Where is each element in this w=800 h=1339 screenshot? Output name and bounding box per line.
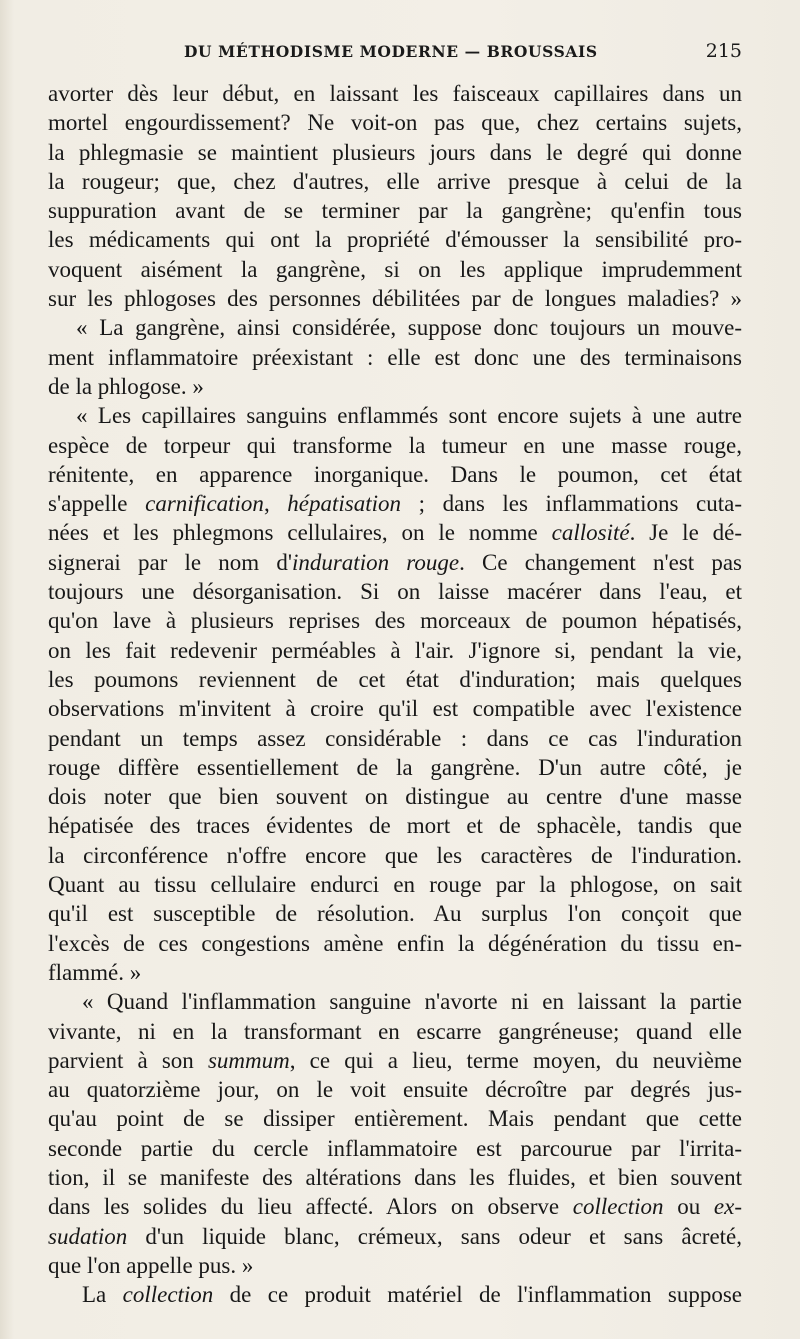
paragraph [48, 987, 742, 1280]
text-line: les médicaments qui ont la propriété d'émousser la sensibilité pro- [48, 227, 742, 253]
page-number: 215 [705, 40, 742, 62]
text-segment: , ce qui a lieu, terme moyen, du neuvième [289, 1047, 742, 1073]
text-line [48, 548, 742, 577]
text-line: rénitente, en apparence inorganique. Dans le poumon, cet état [48, 461, 742, 487]
text-line [48, 1192, 742, 1221]
page-header [48, 40, 742, 68]
text-segment: ; dans les inflammations cuta- [401, 491, 742, 517]
text-line: « Quand l'inflammation sanguine n'avorte ni en laissant la partie [82, 989, 742, 1015]
paragraph [48, 1280, 742, 1309]
text-line: tion, il se manifeste des altérations dans les fluides, et bien souvent [48, 1164, 742, 1190]
text-segment: ou [663, 1194, 714, 1220]
text-segment: . Je le dé- [629, 520, 742, 546]
text-line [48, 1046, 742, 1075]
text-line: seconde partie du cercle inflammatoire est parcourue par l'irrita- [48, 1135, 742, 1161]
text-segment: de ce produit matériel de l'inflammation suppose [213, 1282, 742, 1308]
italic-term: collection [572, 1194, 664, 1220]
text-line: qu'il est susceptible de résolution. Au surplus l'on conçoit que [48, 901, 742, 927]
text-line: qu'on lave à plusieurs reprises des morceaux de poumon hépatisés, [48, 608, 742, 634]
body-text [48, 79, 742, 1309]
text-line [48, 1280, 742, 1309]
text-segment: . Ce changement n'est pas [459, 549, 742, 575]
text-segment: La [82, 1282, 123, 1308]
text-line: toujours une désorganisation. Si on laisse macérer dans l'eau, et [48, 579, 742, 605]
italic-term: callosité [551, 520, 630, 546]
italic-term: hépatisation [287, 491, 402, 517]
text-line: espèce de torpeur qui transforme la tumeur en une masse rouge, [48, 432, 742, 458]
text-line: de la phlogose. » [48, 373, 204, 399]
text-line: hépatisée des traces évidentes de mort et de sphacèle, tandis que [48, 813, 742, 839]
text-line: voquent aisément la gangrène, si on les applique imprudemment [48, 256, 742, 282]
text-line: suppuration avant de se terminer par la gangrène; qu'enfin tous [48, 198, 742, 224]
text-line: dois noter que bien souvent on distingue au centre d'une masse [48, 784, 742, 810]
text-line: rouge diffère essentiellement de la gangrène. D'un autre côté, je [48, 754, 742, 780]
paragraph [48, 401, 742, 987]
text-line: que l'on appelle pus. » [48, 1252, 254, 1278]
text-line: la rougeur; que, chez d'autres, elle arrive presque à celui de la [48, 168, 742, 194]
text-segment: , [263, 491, 288, 517]
text-line: avorter dès leur début, en laissant les faisceaux capillaires dans un [48, 81, 742, 106]
text-line: sur les phlogoses des personnes débilitées par de longues maladies? » [48, 286, 742, 312]
text-line [48, 489, 742, 518]
text-segment: signerai par le nom d' [48, 549, 292, 575]
text-line: mortel engourdissement? Ne voit-on pas que, chez certains sujets, [48, 110, 742, 136]
italic-term: collection [122, 1282, 214, 1308]
italic-term: induration rouge [291, 549, 460, 575]
text-line: la phlegmasie se maintient plusieurs jours dans le degré qui donne [48, 139, 742, 165]
text-line: les poumons reviennent de cet état d'induration; mais quelques [48, 666, 742, 692]
text-line: vivante, ni en la transformant en escarre gangréneuse; quand elle [48, 1018, 742, 1044]
paragraph [48, 313, 742, 401]
running-title: DU MÉTHODISME MODERNE — BROUSSAIS [184, 42, 598, 61]
text-line [48, 1222, 742, 1251]
text-segment: dans les solides du lieu affecté. Alors on observe [48, 1194, 573, 1220]
text-line: observations m'invitent à croire qu'il est compatible avec l'existence [48, 696, 742, 722]
text-segment: s'appelle [48, 491, 146, 517]
italic-term: ex- [713, 1194, 742, 1220]
text-line: flammé. » [48, 959, 142, 985]
text-line: pendant un temps assez considérable : dans ce cas l'induration [48, 725, 742, 751]
text-line: au quatorzième jour, on le voit ensuite décroître par degrés jus- [48, 1077, 742, 1103]
text-line: la circonférence n'offre encore que les caractères de l'induration. [48, 842, 742, 868]
text-segment: parvient à son [48, 1047, 208, 1073]
text-line: « La gangrène, ainsi considérée, suppose donc toujours un mouve- [76, 315, 742, 341]
text-line: qu'au point de se dissiper entièrement. Mais pendant que cette [48, 1106, 742, 1132]
text-line: on les fait redevenir perméables à l'air. J'ignore si, pendant la vie, [48, 637, 742, 663]
italic-term: carnification [145, 491, 264, 517]
text-line [48, 518, 742, 547]
italic-term: summum [207, 1047, 290, 1073]
italic-term: sudation [48, 1223, 128, 1249]
text-segment: nées et les phlegmons cellulaires, on le nomme [48, 520, 552, 546]
text-line: « Les capillaires sanguins enflammés sont encore sujets à une autre [76, 403, 742, 429]
text-line: l'excès de ces congestions amène enfin la dégénération du tissu en- [48, 930, 742, 956]
text-line: ment inflammatoire préexistant : elle est donc une des terminaisons [48, 344, 742, 370]
text-line: Quant au tissu cellulaire endurci en rouge par la phlogose, on sait [48, 872, 742, 898]
text-segment: d'un liquide blanc, crémeux, sans odeur et sans âcreté, [127, 1223, 742, 1249]
paragraph [48, 79, 742, 313]
